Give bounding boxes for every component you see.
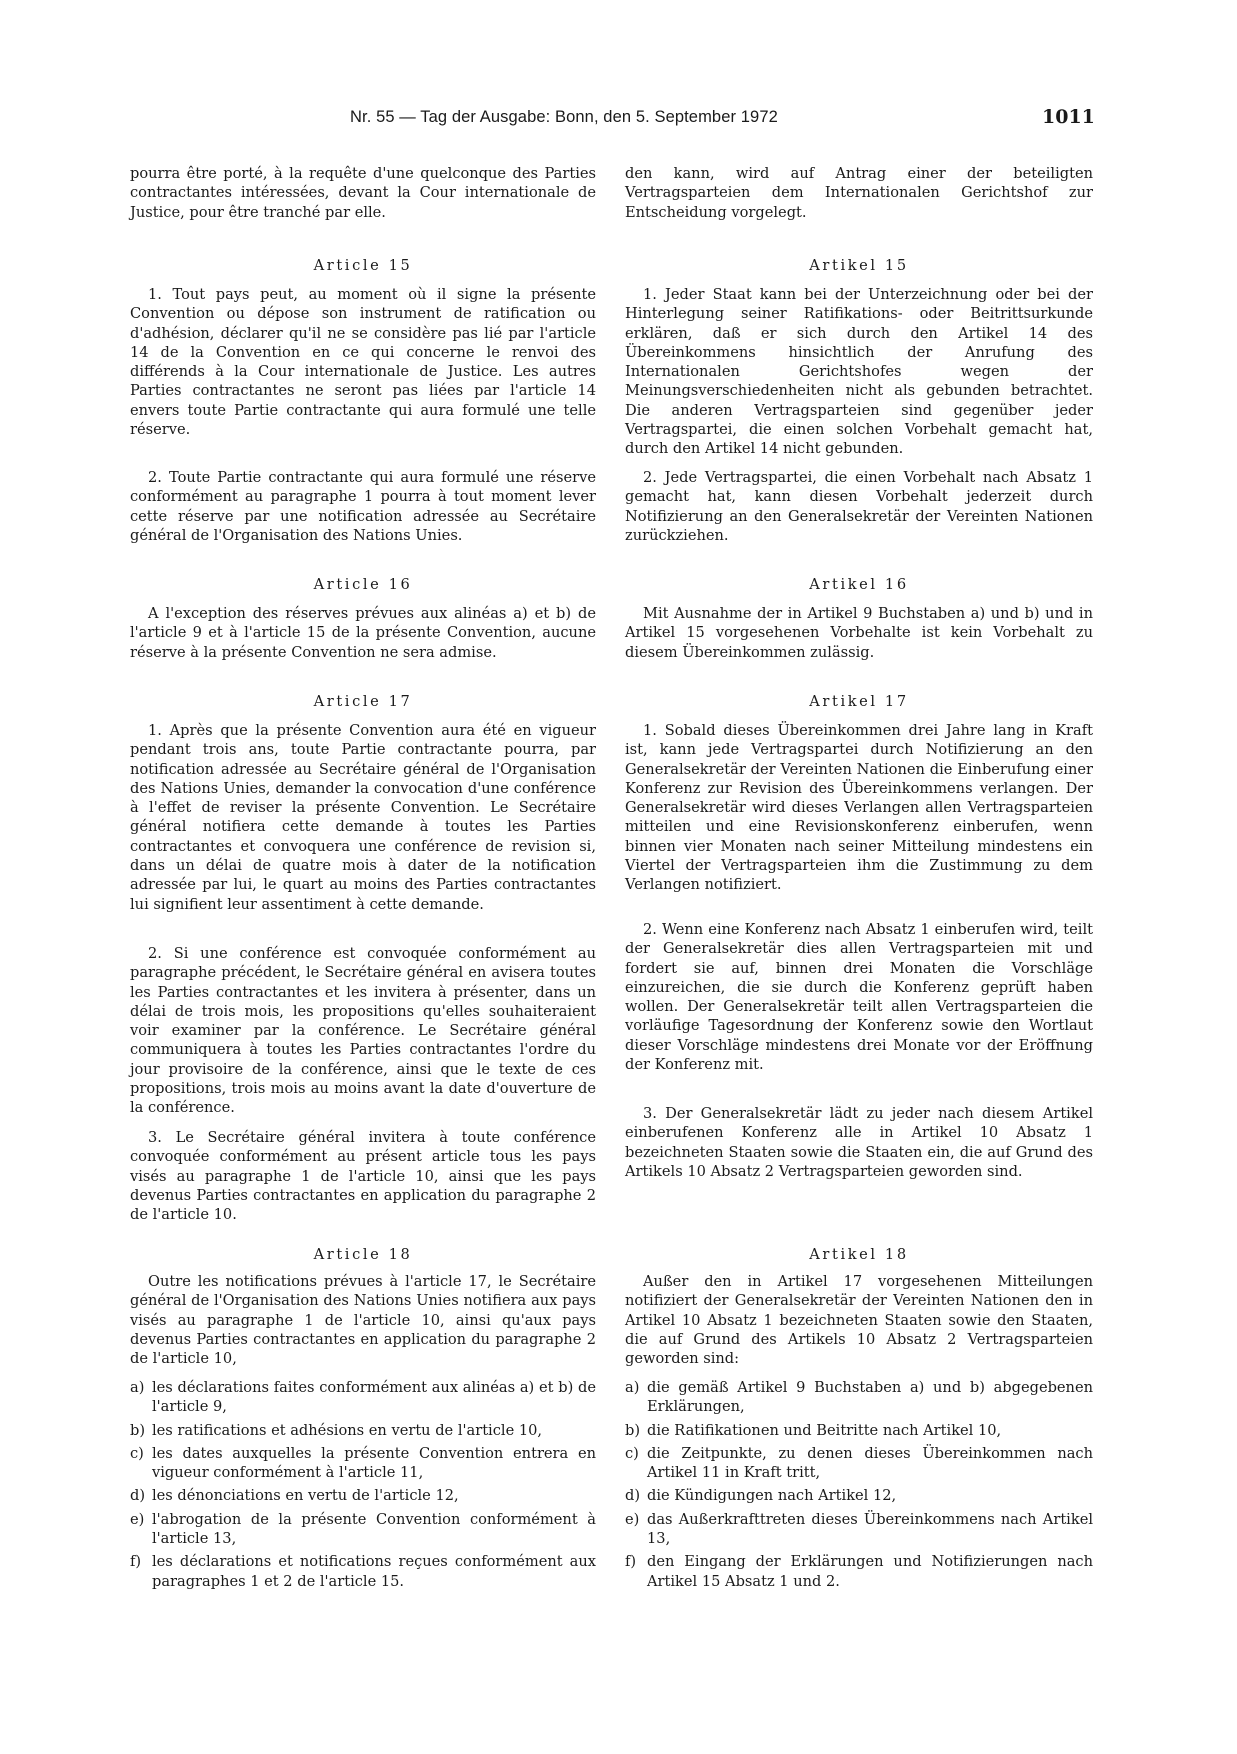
list-item-text: die Ratifikationen und Beitritte nach Artikel 10, <box>647 1421 1002 1439</box>
list-item-text: die gemäß Artikel 9 Buchstaben a) und b) abgegebenen Erklärungen, <box>647 1379 1093 1416</box>
french-article-18-list-item <box>130 1552 596 1591</box>
french-article-17-paragraph-1: 1. Après que la présente Convention aura été en vigueur pendant trois ans, toute Partie contractante pourra, par notification adressée au Secrétaire général de l'Organisation des Nations Unies, demander la convocation d'une conférence à l'effet de reviser la présente Convention. Le Secrétaire général notifiera cette demande à toutes les Parties contractantes et convoquera une conférence de revision si, dans un délai de quatre mois à dater de la notification adressée par lui, le quart au moins des Parties contractantes lui signifient leur assentiment à cette demande. <box>130 722 596 913</box>
list-item-label: c) <box>130 1444 144 1462</box>
french-article-15-paragraph-1: 1. Tout pays peut, au moment où il signe la présente Convention ou dépose son instrument de ratification ou d'adhésion, déclarer qu'il ne se considère pas lié par l'article 14 de la Convention en ce qui concerne le renvoi des différends à la Cour internationale de Justice. Les autres Parties contractantes ne seront pas liées par l'article 14 envers toute Partie contractante qui aura formulé une telle réserve. <box>130 286 596 439</box>
list-item-label: c) <box>625 1444 639 1462</box>
german-article-18-list <box>625 1378 1093 1595</box>
french-article-18-list-item <box>130 1421 596 1440</box>
french-article-18-list-item <box>130 1378 596 1417</box>
list-item-label: b) <box>625 1421 641 1439</box>
french-article-18-list <box>130 1378 596 1595</box>
german-article-16-paragraph: Mit Ausnahme der in Artikel 9 Buchstaben a) und b) und in Artikel 15 vorgesehenen Vorbehalte ist kein Vorbehalt zu diesem Übereinkommen zulässig. <box>625 605 1093 661</box>
list-item-label: e) <box>625 1510 640 1528</box>
page-number: 1011 <box>1042 106 1095 128</box>
page-header <box>0 108 1237 132</box>
list-item-text: die Kündigungen nach Artikel 12, <box>647 1487 897 1505</box>
list-item-label: d) <box>625 1487 641 1505</box>
header-title: Nr. 55 — Tag der Ausgabe: Bonn, den 5. September 1972 <box>350 108 778 126</box>
french-article-17-heading: Article 17 <box>313 693 413 710</box>
french-article-15-paragraph-2: 2. Toute Partie contractante qui aura formulé une réserve conformément au paragraphe 1 pourra à tout moment lever cette réserve par une notification adressée au Secrétaire général de l'Organisation des Nations Unies. <box>130 469 596 544</box>
german-article-18-list-item <box>625 1444 1093 1483</box>
list-item-text: les déclarations faites conformément aux alinéas a) et b) de l'article 9, <box>152 1379 596 1416</box>
list-item-label: a) <box>625 1379 640 1396</box>
list-item-label: e) <box>130 1510 145 1528</box>
german-article-15-heading: Artikel 15 <box>809 257 909 274</box>
french-article-16-heading: Article 16 <box>313 576 413 593</box>
german-intro: den kann, wird auf Antrag einer der beteiligten Vertragsparteien dem Internationalen Gerichtshof zur Entscheidung vorgelegt. <box>625 165 1093 221</box>
list-item-text: les ratifications et adhésions en vertu de l'article 10, <box>152 1421 543 1439</box>
german-article-18-list-item <box>625 1510 1093 1549</box>
french-article-17-paragraph-2: 2. Si une conférence est convoquée conformément au paragraphe précédent, le Secrétaire général en avisera toutes les Parties contractantes et les invitera à présenter, dans un délai de trois mois, les propositions qu'elles souhaiteraient voir examiner par la conférence. Le Secrétaire général communiquera à toutes les Parties contractantes l'ordre du jour provisoire de la conférence, ainsi que le texte de ces propositions, trois mois au moins avant la date d'ouverture de la conférence. <box>130 945 596 1117</box>
list-item-label: f) <box>625 1553 637 1571</box>
german-article-17-paragraph-1: 1. Sobald dieses Übereinkommen drei Jahre lang in Kraft ist, kann jede Vertragspartei durch Notifizierung an den Generalsekretär der Vereinten Nationen die Einberufung einer Konferenz zur Revision des Übereinkommens verlangen. Der Generalsekretär wird dieses Verlangen allen Vertragsparteien mitteilen und eine Revisionskonferenz einberufen, wenn binnen vier Monaten nach seiner Mitteilung mindestens ein Viertel der Vertragsparteien ihm die Zustimmung zu dem Verlangen notifiziert. <box>625 722 1093 894</box>
french-article-18-list-item <box>130 1510 596 1549</box>
list-item-label: f) <box>130 1553 142 1571</box>
french-article-18-paragraph: Outre les notifications prévues à l'article 17, le Secrétaire général de l'Organisation des Nations Unies notifiera aux pays visés au paragraphe 1 de l'article 10, ainsi qu'aux pays devenus Parties contractantes en application du paragraphe 2 de l'article 10, <box>130 1273 596 1368</box>
french-article-17-paragraph-3: 3. Le Secrétaire général invitera à toute conférence convoquée conformément au présent article tous les pays visés au paragraphe 1 de l'article 10, ainsi que les pays devenus Parties contractantes en application du paragraphe 2 de l'article 10. <box>130 1129 596 1224</box>
list-item-text: l'abrogation de la présente Convention conformément à l'article 13, <box>152 1510 596 1548</box>
list-item-text: les dates auxquelles la présente Convention entrera en vigueur conformément à l'article 11, <box>152 1444 596 1482</box>
french-article-16-paragraph: A l'exception des réserves prévues aux alinéas a) et b) de l'article 9 et à l'article 15 de la présente Convention, aucune réserve à la présente Convention ne sera admise. <box>130 605 596 661</box>
german-article-18-list-item <box>625 1552 1093 1591</box>
french-article-18-list-item <box>130 1486 596 1505</box>
german-article-16-heading: Artikel 16 <box>809 576 909 593</box>
french-article-18-list-item <box>130 1444 596 1483</box>
german-article-18-list-item <box>625 1421 1093 1440</box>
list-item-text: den Eingang der Erklärungen und Notifizierungen nach Artikel 15 Absatz 1 und 2. <box>647 1553 1093 1590</box>
list-item-label: a) <box>130 1379 145 1396</box>
list-item-text: das Außerkrafttreten dieses Übereinkommens nach Artikel 13, <box>647 1510 1093 1548</box>
german-article-18-heading: Artikel 18 <box>809 1246 909 1263</box>
list-item-label: d) <box>130 1487 146 1505</box>
list-item-text: les dénonciations en vertu de l'article 12, <box>152 1487 459 1505</box>
german-article-18-paragraph: Außer den in Artikel 17 vorgesehenen Mitteilungen notifiziert der Generalsekretär der Vereinten Nationen den in Artikel 10 Absatz 1 bezeichneten Staaten sowie den Staaten, die auf Grund des Artikels 10 Absatz 2 Vertragsparteien geworden sind: <box>625 1273 1093 1368</box>
german-article-15-paragraph-2: 2. Jede Vertragspartei, die einen Vorbehalt nach Absatz 1 gemacht hat, kann diesen Vorbehalt jederzeit durch Notifizierung an den Generalsekretär der Vereinten Nationen zurückziehen. <box>625 469 1093 544</box>
german-article-17-paragraph-2: 2. Wenn eine Konferenz nach Absatz 1 einberufen wird, teilt der Generalsekretär dies allen Vertragsparteien mit und fordert sie auf, binnen drei Monaten die Vorschläge einzureichen, die sie durch die Konferenz geprüft haben wollen. Der Generalsekretär teilt allen Vertragsparteien die vorläufige Tagesordnung der Konferenz sowie den Wortlaut dieser Vorschläge mindestens drei Monate vor der Eröffnung der Konferenz mit. <box>625 921 1093 1074</box>
list-item-text: die Zeitpunkte, zu denen dieses Übereinkommen nach Artikel 11 in Kraft tritt, <box>647 1444 1093 1482</box>
french-article-18-heading: Article 18 <box>313 1246 413 1263</box>
french-intro: pourra être porté, à la requête d'une quelconque des Parties contractantes intéressées, devant la Cour internationale de Justice, pour être tranché par elle. <box>130 165 596 221</box>
german-article-15-paragraph-1: 1. Jeder Staat kann bei der Unterzeichnung oder bei der Hinterlegung seiner Ratifikations- oder Beitrittsurkunde erklären, daß er sich durch den Artikel 14 des Übereinkommens hinsichtlich der Anrufung des Internationalen Gerichtshofes wegen der Meinungsverschiedenheiten nicht als gebunden betrachtet. Die anderen Vertragsparteien sind gegenüber jeder Vertragspartei, die einen solchen Vorbehalt gemacht hat, durch den Artikel 14 nicht gebunden. <box>625 286 1093 458</box>
list-item-label: b) <box>130 1421 146 1439</box>
french-article-15-heading: Article 15 <box>313 257 413 274</box>
german-article-17-paragraph-3: 3. Der Generalsekretär lädt zu jeder nach diesem Artikel einberufenen Konferenz alle in Artikel 10 Absatz 1 bezeichneten Staaten sowie die Staaten ein, die auf Grund des Artikels 10 Absatz 2 Vertragsparteien geworden sind. <box>625 1105 1093 1180</box>
german-article-18-list-item <box>625 1486 1093 1505</box>
german-article-17-heading: Artikel 17 <box>809 693 909 710</box>
german-article-18-list-item <box>625 1378 1093 1417</box>
list-item-text: les déclarations et notifications reçues conformément aux paragraphes 1 et 2 de l'article 15. <box>152 1553 596 1590</box>
